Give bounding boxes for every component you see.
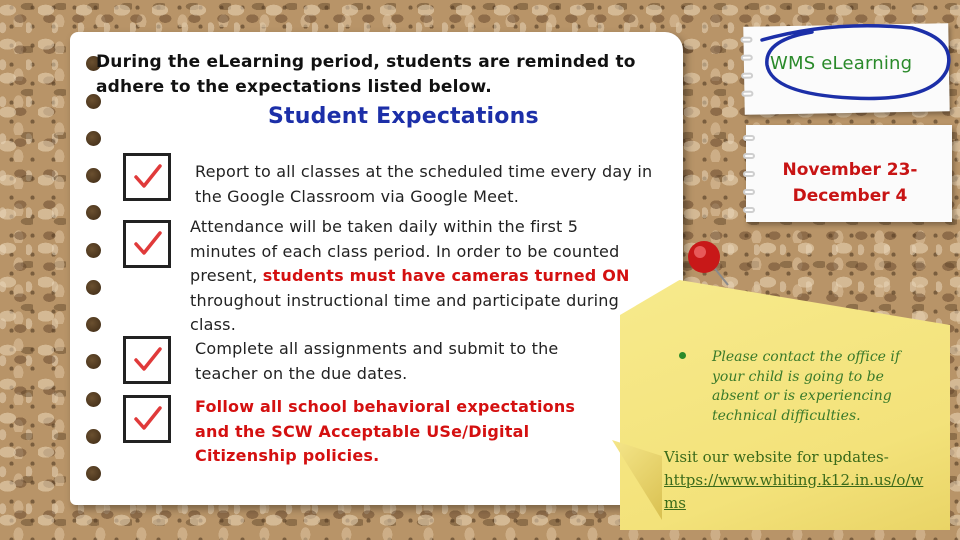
binder-hole <box>86 317 101 332</box>
expectation-highlight: students must have cameras turned ON <box>262 266 630 285</box>
visit-label: Visit our website for updates- <box>664 448 889 466</box>
push-pin-icon <box>682 235 732 287</box>
binder-hole <box>86 131 101 146</box>
checkbox-checked <box>123 395 171 443</box>
binder-hole <box>86 354 101 369</box>
binder-hole <box>86 392 101 407</box>
check-icon <box>133 162 163 192</box>
checkbox-checked <box>123 336 171 384</box>
expectation-text: throughout instructional time and participate during class. <box>190 290 619 334</box>
checkbox-checked <box>123 220 171 268</box>
website-note <box>664 446 934 515</box>
expectation-item <box>190 215 640 338</box>
binder-hole <box>86 466 101 481</box>
expectation-item-highlight: Follow all school behavioral expectations and the SCW Acceptable USe/Digital Citizenship policies. <box>195 397 576 465</box>
section-title: Student Expectations <box>268 104 539 129</box>
checkbox-checked <box>123 153 171 201</box>
website-link[interactable]: https://www.whiting.k12.in.us/o/wms <box>664 471 924 512</box>
check-icon <box>133 345 163 375</box>
bullet-dot <box>679 352 686 359</box>
binder-hole <box>86 205 101 220</box>
binder-hole <box>86 280 101 295</box>
check-icon <box>133 404 163 434</box>
contact-office-note: Please contact the office if your child is going to be absent or is experiencing technical difficulties. <box>712 349 901 424</box>
expectation-item: Complete all assignments and submit to the teacher on the due dates. <box>195 339 559 383</box>
binder-hole <box>86 168 101 183</box>
date-range: November 23-December 4 <box>782 160 918 206</box>
binder-hole <box>86 429 101 444</box>
wms-elearning-title: WMS eLearning <box>770 53 913 74</box>
intro-text: During the eLearning period, students are reminded to adhere to the expectations listed below. <box>96 52 636 97</box>
binder-hole <box>86 243 101 258</box>
expectation-item: Report to all classes at the scheduled time every day in the Google Classroom via Google Meet. <box>195 162 653 206</box>
check-icon <box>133 229 163 259</box>
expectation-text: Attendance will be taken daily within the first 5 minutes of each class period. In order to be counted present, <box>190 217 620 285</box>
